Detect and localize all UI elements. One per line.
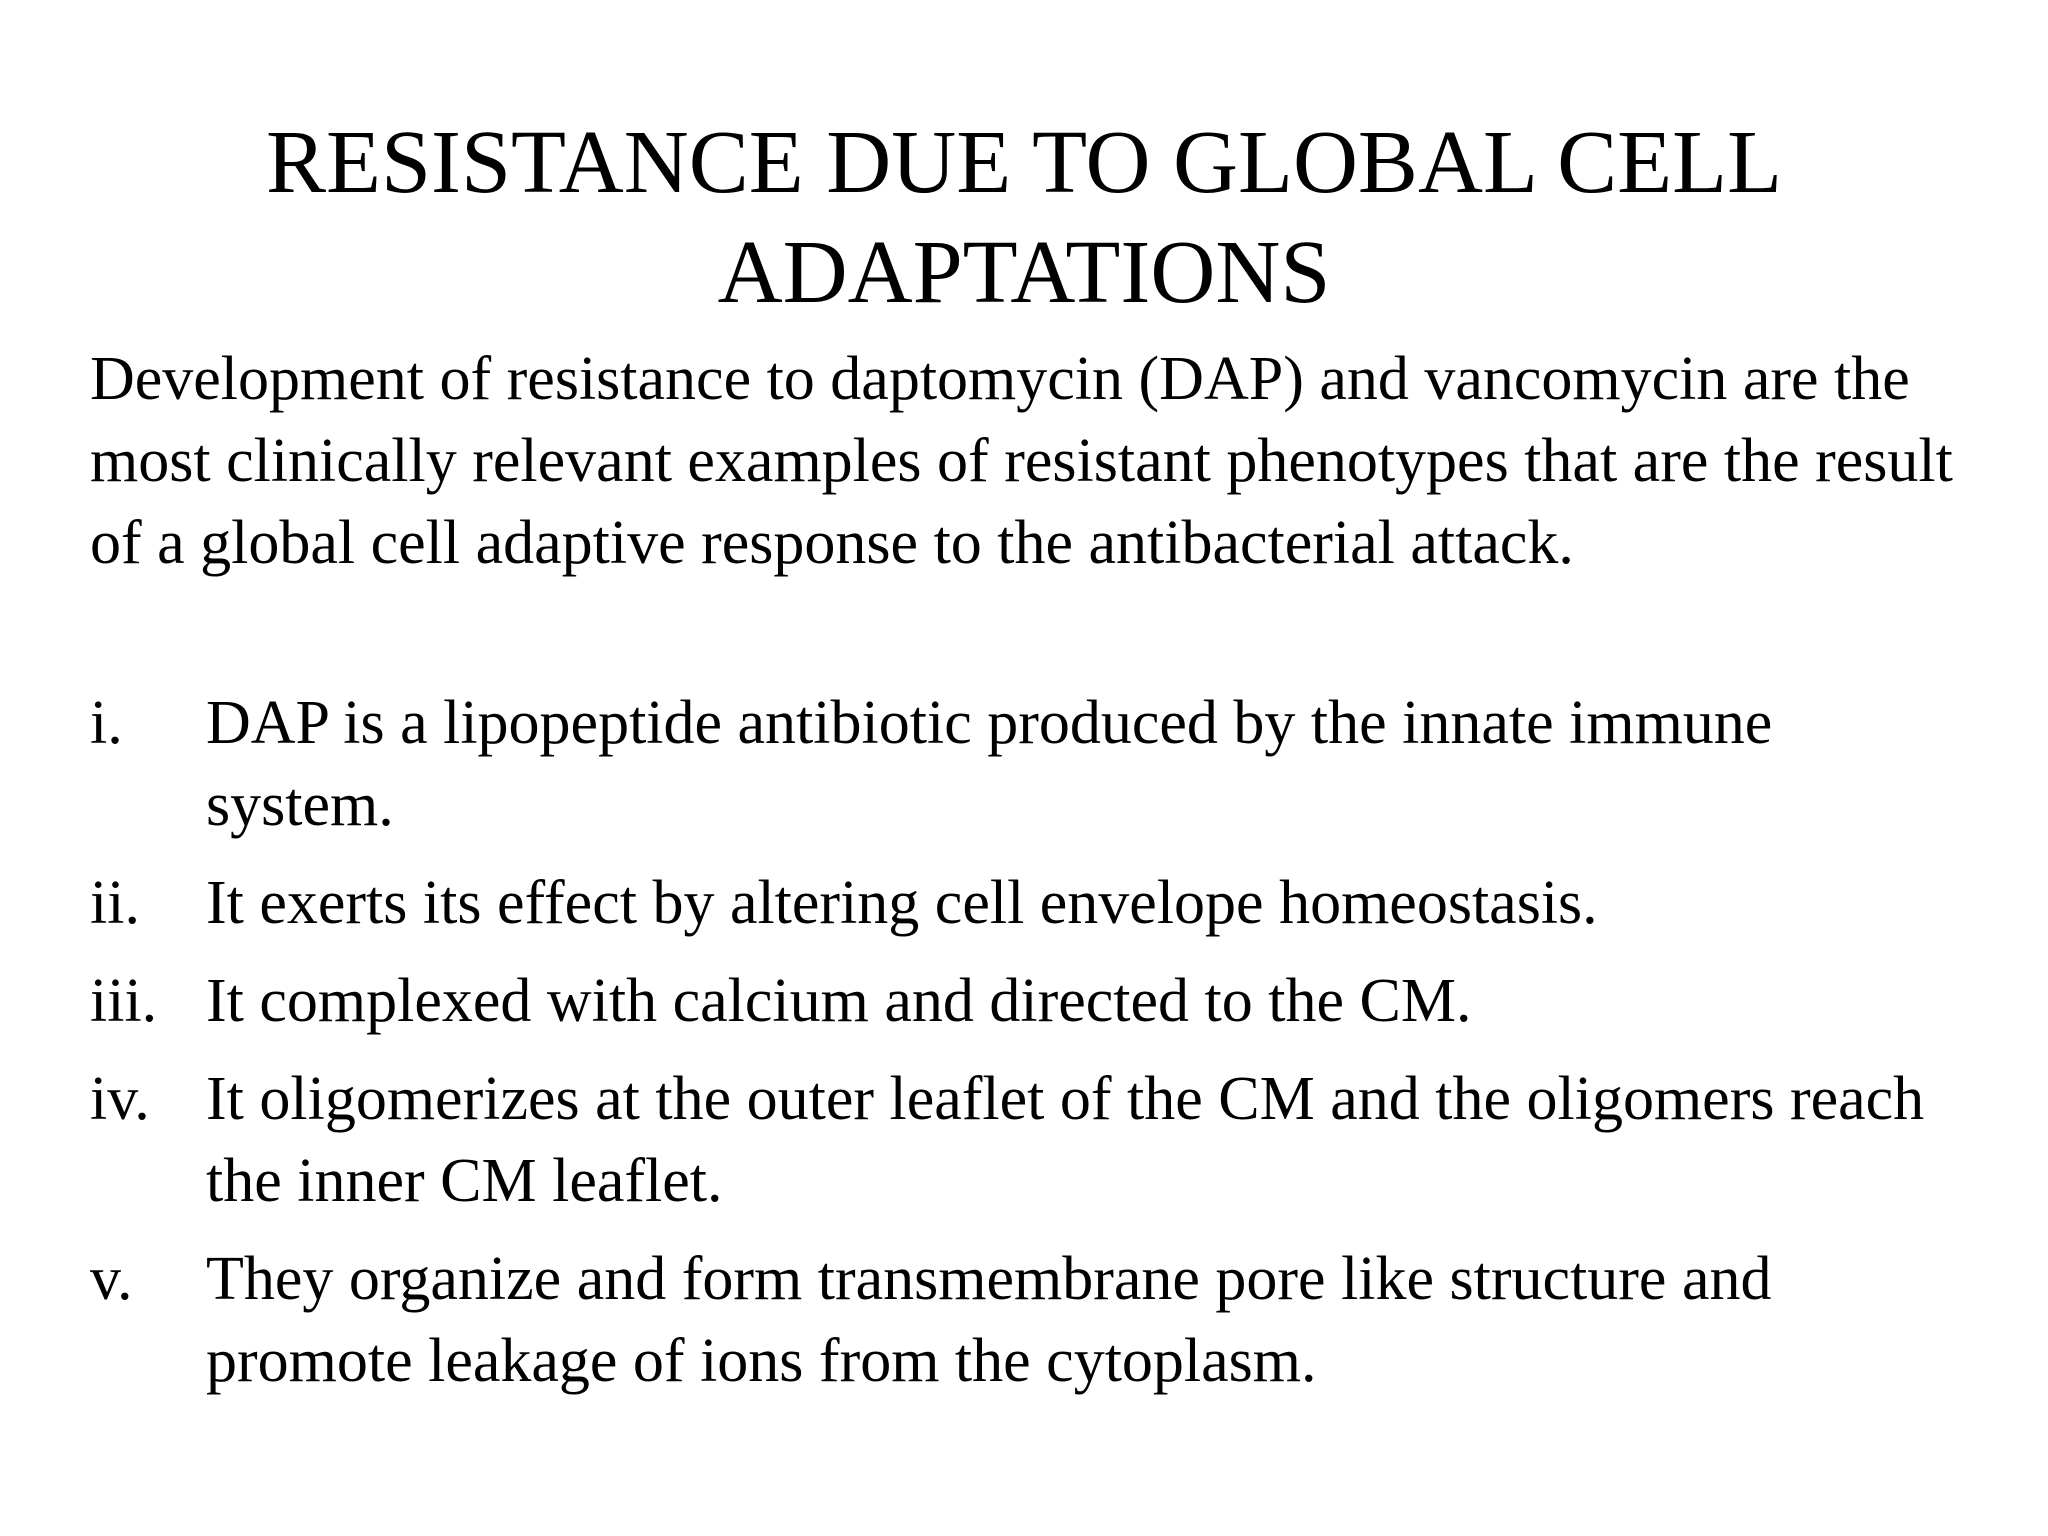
list-item [90, 1058, 1970, 1222]
list-marker: i. [90, 689, 123, 757]
list-marker: ii. [90, 869, 140, 937]
list-item [90, 960, 1970, 1042]
intro-paragraph: Development of resistance to daptomycin (DAP) and vancomycin are the most clinically relevant examples of resistant phenotypes that are the result of a global cell adaptive response to the antibacterial attack. [90, 345, 1953, 577]
list-item [90, 1238, 1970, 1402]
list-marker: iii. [90, 967, 158, 1035]
list-item-text: DAP is a lipopeptide antibiotic produced by the innate immune system. [206, 689, 1773, 839]
list-item-text: It complexed with calcium and directed to the CM. [206, 967, 1472, 1035]
list-item [90, 682, 1970, 846]
list-item-text: It oligomerizes at the outer leaflet of the CM and the oligomers reach the inner CM leaflet. [206, 1065, 1925, 1215]
slide-title-line-2: ADAPTATIONS [717, 223, 1331, 322]
list-item-text: It exerts its effect by altering cell envelope homeostasis. [206, 869, 1598, 937]
list-marker: v. [90, 1245, 133, 1313]
numbered-list [90, 682, 1970, 1418]
slide-title-line-1: RESISTANCE DUE TO GLOBAL CELL [265, 113, 1783, 212]
list-item-text: They organize and form transmembrane pore like structure and promote leakage of ions from the cytoplasm. [206, 1245, 1772, 1395]
list-item [90, 862, 1970, 944]
slide-title [120, 108, 1928, 328]
list-marker: iv. [90, 1065, 150, 1133]
